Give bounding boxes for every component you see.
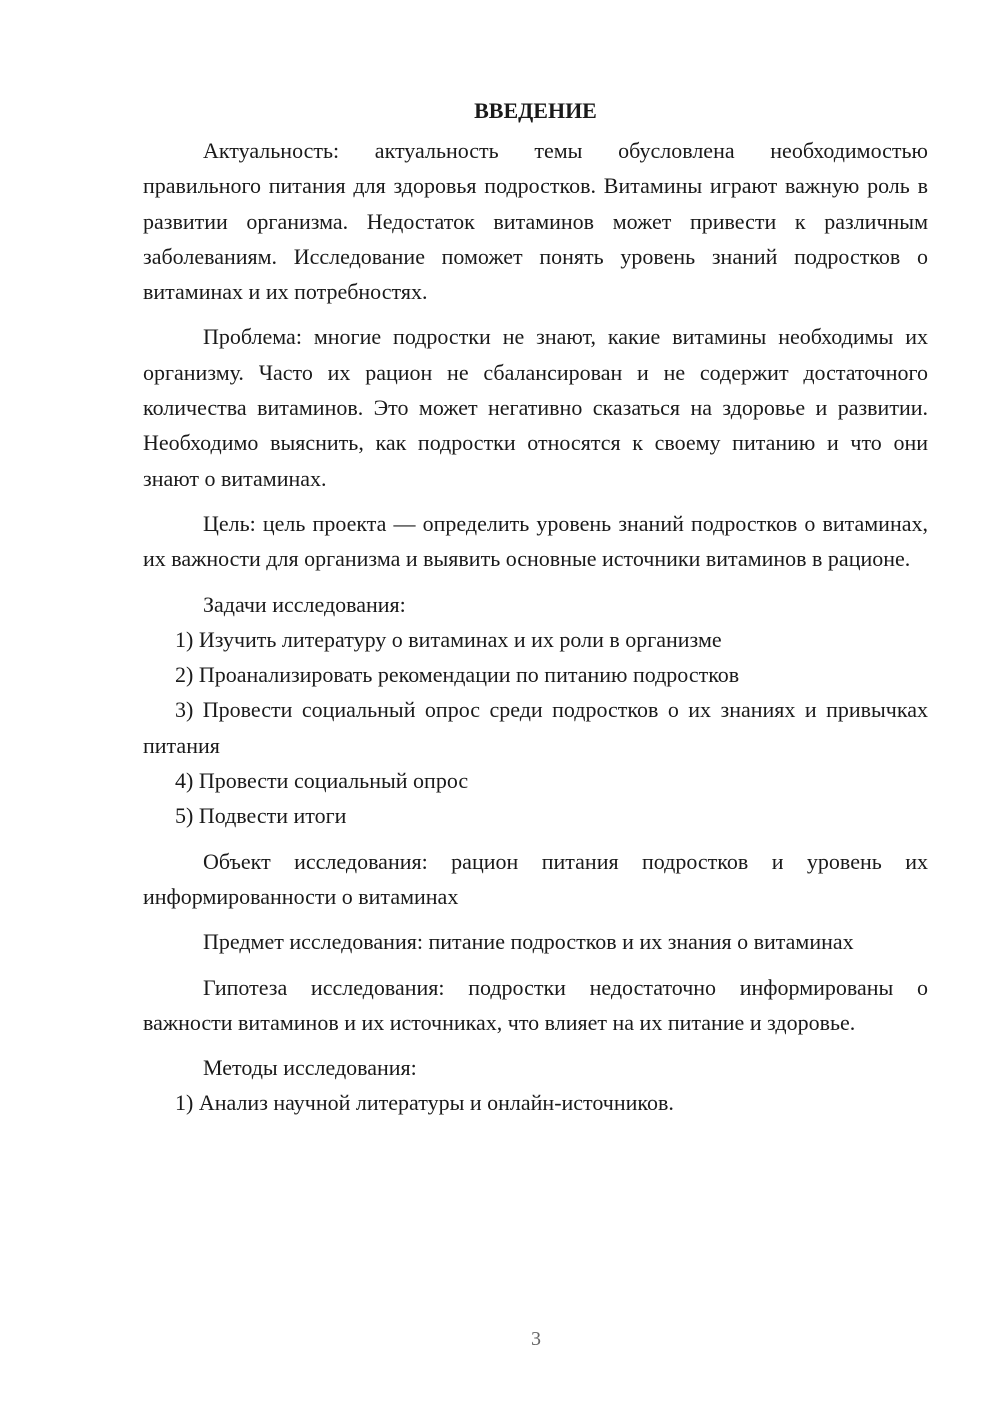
document-body [143,93,928,1121]
task-item: 5) Подвести итоги [175,803,347,829]
task-item: 3) Провести социальный опрос среди подростков о их знаниях и привычках питания [143,697,928,758]
task-item: 4) Провести социальный опрос [175,768,469,794]
goal-paragraph: Цель: цель проекта — определить уровень знаний подростков о витаминах, их важности для организма и выявить основные источники витаминов в рационе. [143,510,928,572]
task-item: 2) Проанализировать рекомендации по питанию подростков [175,662,740,688]
tasks-title: Задачи исследования: [203,591,406,617]
section-heading: ВВЕДЕНИЕ [474,98,597,123]
problem-paragraph: Проблема: многие подростки не знают, какие витамины необходимы их организму. Часто их рацион не сбалансирован и не содержит достаточного количества витаминов. Это может негативно сказаться на здоровье и развитии. Необходимо выяснить, как подростки относятся к своему питанию и что они знают о витаминах. [143,324,928,491]
page-number: 3 [531,1328,541,1350]
hypothesis-paragraph: Гипотеза исследования: подростки недостаточно информированы о важности витаминов и их источниках, что влияет на их питание и здоровье. [143,974,928,1035]
subject-paragraph: Предмет исследования: питание подростков и их знания о витаминах [203,929,854,955]
methods-title: Методы исследования: [203,1055,417,1081]
method-item: 1) Анализ научной литературы и онлайн-источников. [175,1090,674,1116]
object-paragraph: Объект исследования: рацион питания подростков и уровень их информированности о витаминах [143,848,928,909]
relevance-paragraph: Актуальность: актуальность темы обусловлена необходимостью правильного питания для здоровья подростков. Витамины играют важную роль в развитии организма. Недостаток витаминов может привести к различным заболеваниям. Исследование поможет понять уровень знаний подростков о витаминах и их потребностях. [143,138,928,305]
task-item: 1) Изучить литературу о витаминах и их роли в организме [175,626,722,652]
